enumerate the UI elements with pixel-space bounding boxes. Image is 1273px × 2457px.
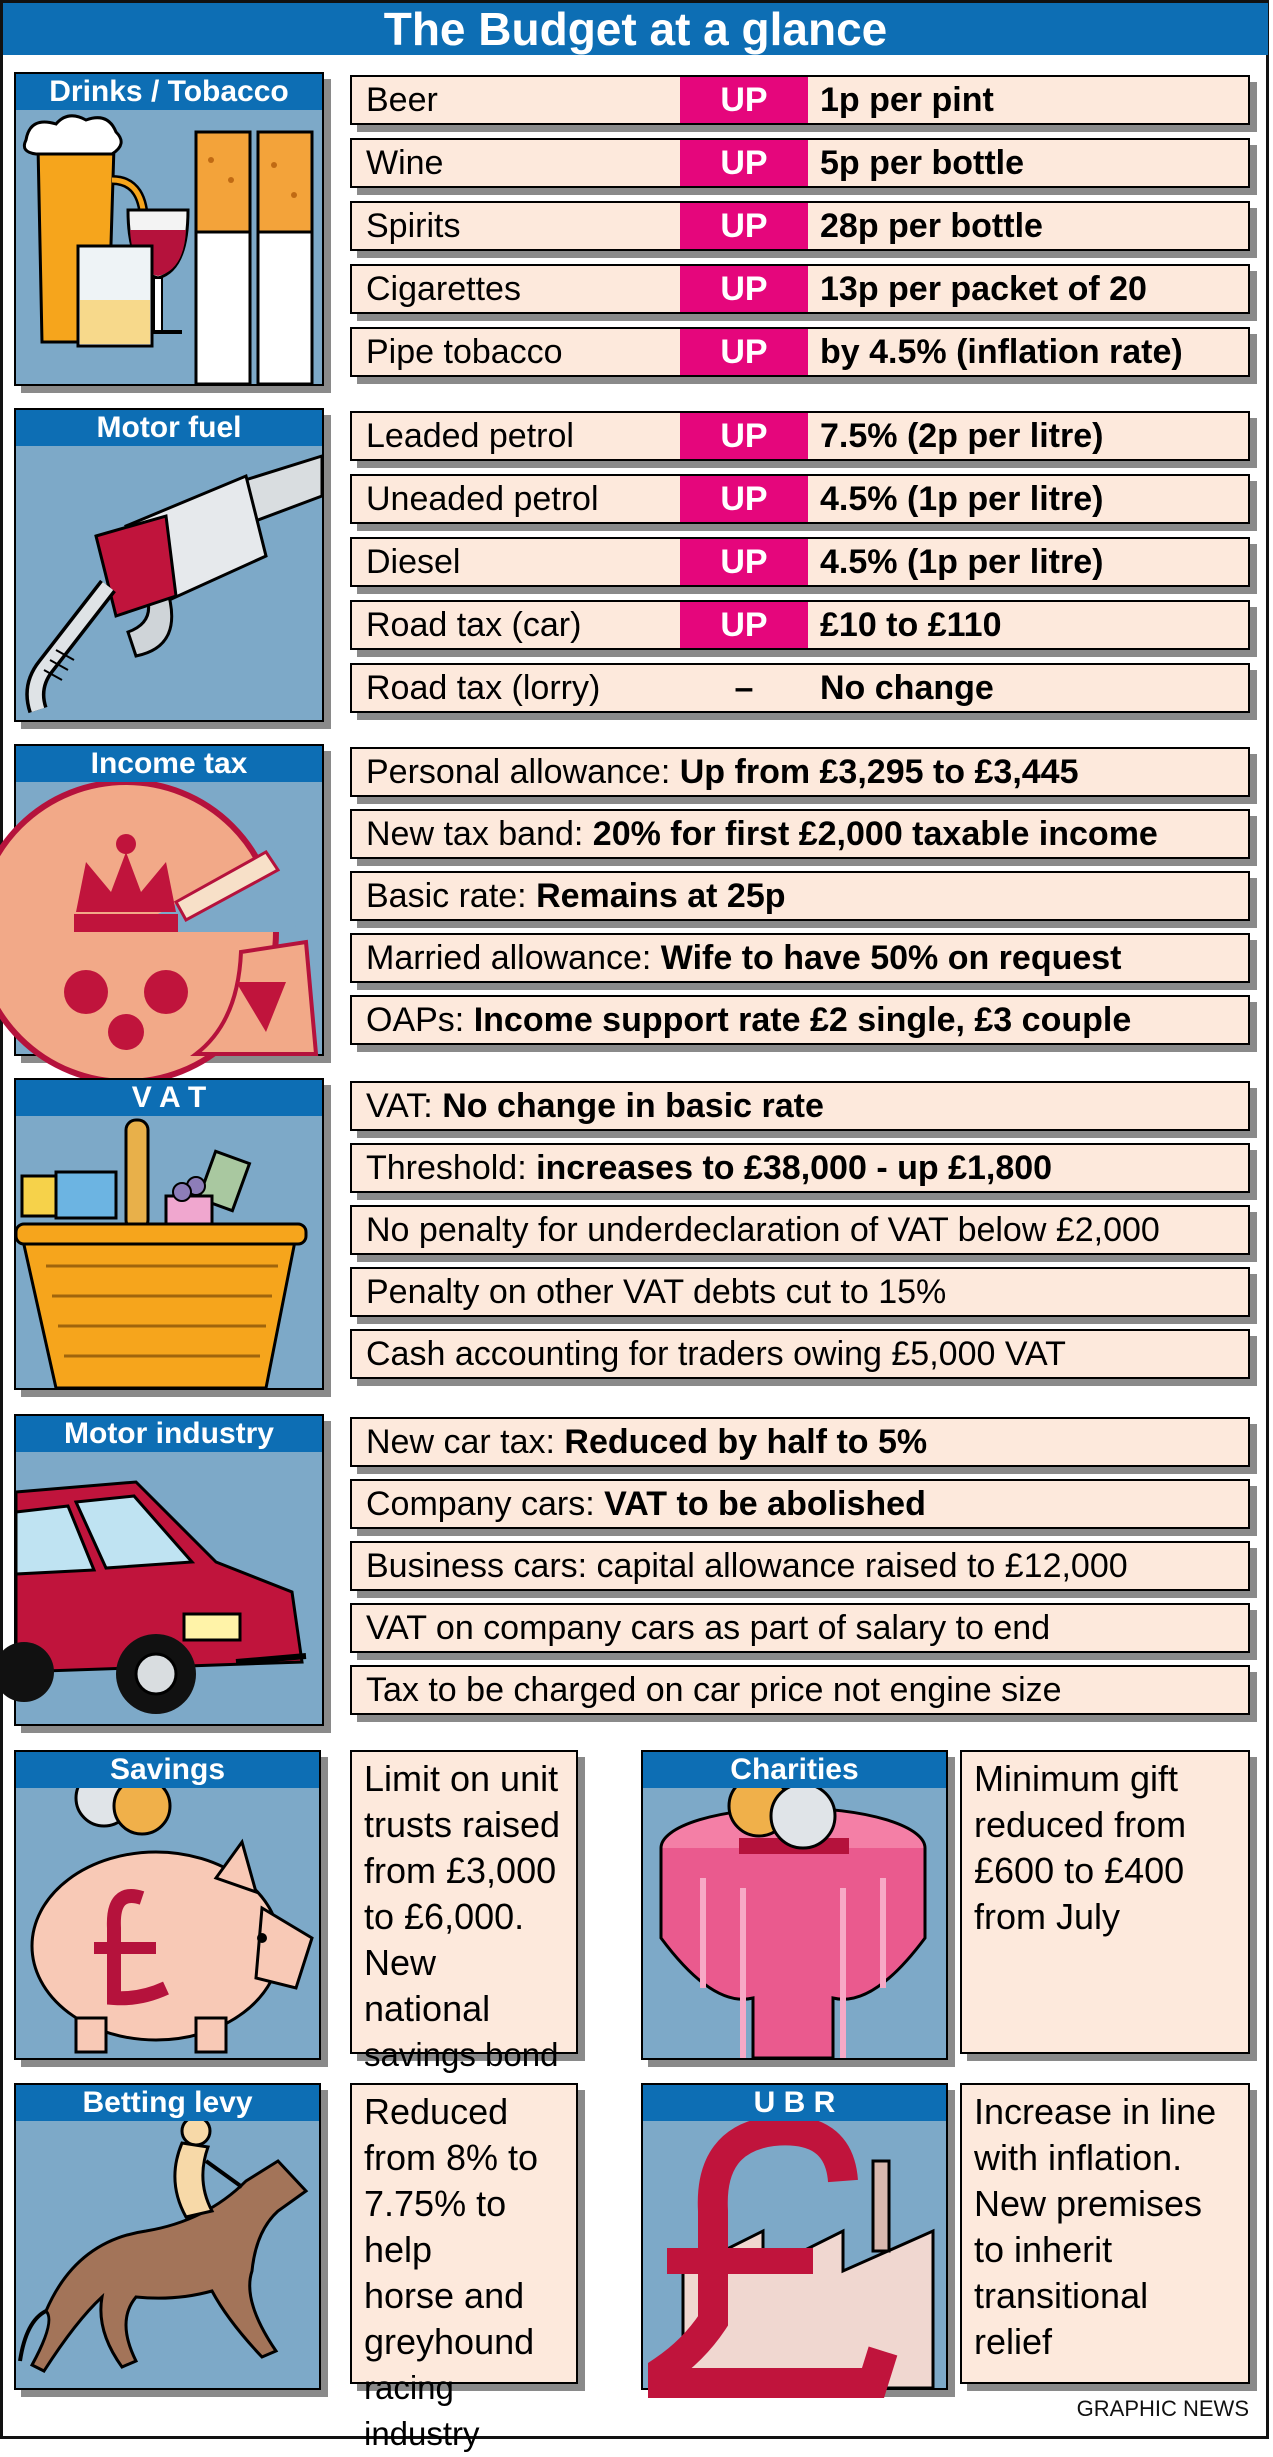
row-label: Threshold: — [366, 1149, 537, 1187]
text-line: to £6,000. — [364, 1896, 525, 1937]
income-row — [350, 747, 1250, 797]
racehorse-and-jockey-icon — [16, 2121, 319, 2388]
royal-seal-coin-icon — [16, 782, 322, 1054]
betting-levy-title: Betting levy — [16, 2085, 319, 2121]
text-line: Reduced — [364, 2091, 509, 2132]
motor-row — [350, 1603, 1250, 1653]
text-line: New premises — [974, 2183, 1203, 2224]
page-title: The Budget at a glance — [3, 3, 1268, 55]
row-label: Tax to be charged on car price not engine size — [366, 1671, 1062, 1709]
up-badge: UP — [680, 329, 808, 375]
drinks-row — [350, 201, 1250, 251]
row-label: Diesel — [366, 543, 461, 581]
text-line: £600 to £400 — [974, 1850, 1185, 1891]
savings-text-box — [350, 1750, 578, 2073]
motor-row — [350, 1479, 1250, 1529]
piggy-bank-icon — [16, 1788, 319, 2058]
row-label: New car tax: — [366, 1423, 565, 1461]
text-line: from July — [974, 1896, 1121, 1937]
row-label: VAT on company cars as part of salary to end — [366, 1609, 1051, 1647]
vat-title: V A T — [16, 1080, 322, 1116]
text-line: relief — [974, 2321, 1053, 2362]
drinks-row — [350, 327, 1250, 377]
fuel-row — [350, 600, 1250, 650]
row-value: £10 to £110 — [820, 606, 1002, 644]
up-badge: UP — [680, 539, 808, 585]
row-value: 13p per packet of 20 — [820, 270, 1147, 308]
row-value: by 4.5% (inflation rate) — [820, 333, 1183, 371]
no-change-dash: – — [734, 669, 754, 707]
motor-industry-title: Motor industry — [16, 1416, 322, 1452]
motor-industry-panel — [14, 1414, 324, 1726]
row-value: No change in basic rate — [442, 1087, 824, 1125]
row-value: Reduced by half to 5% — [564, 1423, 928, 1461]
row-value: VAT to be abolished — [604, 1485, 926, 1523]
up-badge: UP — [680, 140, 808, 186]
row-value: 1p per pint — [820, 81, 994, 119]
row-label: Penalty on other VAT debts cut to 15% — [366, 1273, 947, 1311]
motor-row — [350, 1417, 1250, 1467]
row-label: No penalty for underdeclaration of VAT below £2,000 — [366, 1211, 1160, 1249]
vat-row — [350, 1267, 1250, 1317]
ubr-title: U B R — [643, 2085, 946, 2121]
fuel-row — [350, 411, 1250, 461]
row-value: 7.5% (2p per litre) — [820, 417, 1104, 455]
up-badge: UP — [680, 602, 808, 648]
fuel-row — [350, 537, 1250, 587]
text-line: New national — [364, 1942, 491, 2029]
motor-fuel-title: Motor fuel — [16, 410, 322, 446]
row-label: VAT: — [366, 1087, 443, 1125]
up-badge: UP — [680, 476, 808, 522]
text-line: Increase in line — [974, 2091, 1217, 2132]
income-tax-title: Income tax — [16, 746, 322, 782]
motor-row — [350, 1665, 1250, 1715]
row-label: Uneaded petrol — [366, 480, 599, 518]
vat-row — [350, 1143, 1250, 1193]
text-line: Minimum gift — [974, 1758, 1179, 1799]
text-line: racing industry — [364, 2369, 480, 2452]
row-value: 4.5% (1p per litre) — [820, 480, 1104, 518]
text-line: horse and — [364, 2275, 525, 2316]
pound-sign-factory-icon — [643, 2121, 946, 2388]
motor-row — [350, 1541, 1250, 1591]
row-label: Basic rate: — [366, 877, 537, 915]
text-line: trusts raised — [364, 1804, 561, 1845]
vat-row — [350, 1329, 1250, 1379]
text-line: greyhound — [364, 2321, 535, 2362]
row-label: Cigarettes — [366, 270, 521, 308]
drinks-row — [350, 264, 1250, 314]
shopping-basket-icon — [16, 1116, 322, 1388]
row-label: OAPs: — [366, 1001, 474, 1039]
motor-fuel-panel — [14, 408, 324, 722]
row-value: 20% for first £2,000 taxable income — [592, 815, 1158, 853]
row-label: Business cars: capital allowance raised to £12,000 — [366, 1547, 1128, 1585]
income-row — [350, 809, 1250, 859]
income-row — [350, 933, 1250, 983]
charities-panel — [641, 1750, 948, 2060]
income-row — [350, 995, 1250, 1045]
up-badge: UP — [680, 203, 808, 249]
row-value: 28p per bottle — [820, 207, 1043, 245]
betting-levy-panel — [14, 2083, 321, 2390]
row-label: Road tax (car) — [366, 606, 582, 644]
income-tax-panel — [14, 744, 324, 1056]
row-label: Beer — [366, 81, 438, 119]
fuel-pump-nozzle-icon — [16, 446, 322, 720]
row-value: Income support rate £2 single, £3 couple — [473, 1001, 1132, 1039]
row-label: Cash accounting for traders owing £5,000 VAT — [366, 1335, 1066, 1373]
row-value: Remains at 25p — [536, 877, 786, 915]
row-label: Pipe tobacco — [366, 333, 563, 371]
red-car-icon — [16, 1452, 322, 1724]
drinks-tobacco-title: Drinks / Tobacco — [16, 74, 322, 110]
row-label: Personal allowance: — [366, 753, 680, 791]
collection-tin-icon — [643, 1788, 946, 2058]
row-value: No change — [820, 669, 994, 707]
row-label: Married allowance: — [366, 939, 661, 977]
ubr-text-box — [960, 2083, 1250, 2384]
vat-panel — [14, 1078, 324, 1390]
row-value: Up from £3,295 to £3,445 — [679, 753, 1079, 791]
vat-row — [350, 1081, 1250, 1131]
up-badge: UP — [680, 266, 808, 312]
row-label: New tax band: — [366, 815, 593, 853]
row-label: Spirits — [366, 207, 461, 245]
text-line: Limit on unit — [364, 1758, 559, 1799]
savings-title: Savings — [16, 1752, 319, 1788]
up-badge: UP — [680, 77, 808, 123]
text-line: from £3,000 — [364, 1850, 557, 1891]
beer-glass-and-cigarettes-icon — [16, 110, 322, 384]
text-line: reduced from — [974, 1804, 1187, 1845]
credit-line: GRAPHIC NEWS — [1076, 2396, 1249, 2421]
drinks-row — [350, 138, 1250, 188]
drinks-tobacco-panel — [14, 72, 324, 386]
text-line: 7.75% to help — [364, 2183, 507, 2270]
text-line: from 8% to — [364, 2137, 539, 2178]
text-line: with inflation. — [974, 2137, 1183, 2178]
up-badge: UP — [680, 413, 808, 459]
row-value: Wife to have 50% on request — [660, 939, 1122, 977]
row-label: Wine — [366, 144, 444, 182]
fuel-row — [350, 474, 1250, 524]
row-label: Company cars: — [366, 1485, 605, 1523]
text-line: savings bond — [364, 2036, 559, 2073]
row-value: increases to £38,000 - up £1,800 — [536, 1149, 1053, 1187]
income-row — [350, 871, 1250, 921]
fuel-row — [350, 663, 1250, 713]
charities-text-box — [960, 1750, 1250, 2054]
row-value: 5p per bottle — [820, 144, 1025, 182]
betting-levy-text-box — [350, 2083, 578, 2452]
row-label: Leaded petrol — [366, 417, 574, 455]
drinks-row — [350, 75, 1250, 125]
row-value: 4.5% (1p per litre) — [820, 543, 1104, 581]
ubr-panel — [641, 2083, 948, 2390]
text-line: to inherit — [974, 2229, 1113, 2270]
savings-panel — [14, 1750, 321, 2060]
text-line: transitional — [974, 2275, 1149, 2316]
charities-title: Charities — [643, 1752, 946, 1788]
vat-row — [350, 1205, 1250, 1255]
row-label: Road tax (lorry) — [366, 669, 601, 707]
